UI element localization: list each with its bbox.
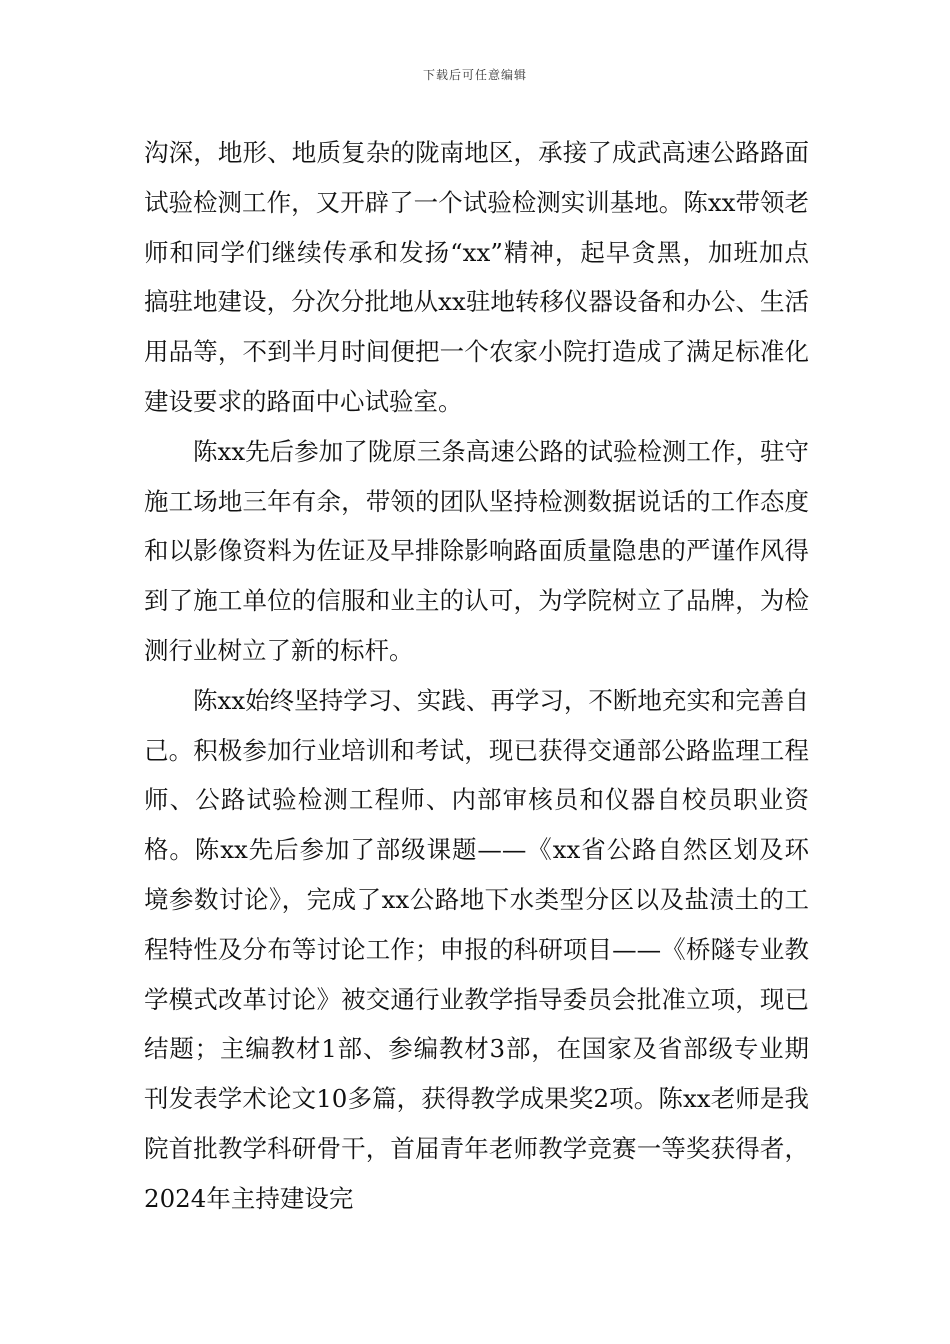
- paragraph-continuation: 沟深，地形、地质复杂的陇南地区，承接了成武高速公路路面试验检测工作，又开辟了一个试验检测实训基地。陈xx带领老师和同学们继续传承和发扬“xx”精神，起早贪黑，加班加点搞驻地建设，分次分批地从xx驻地转移仪器设备和办公、生活用品等，不到半月时间便把一个农家小院打造成了满足标准化建设要求的路面中心试验室。: [144, 138, 809, 416]
- page-header: 下载后可任意编辑: [422, 68, 527, 82]
- paragraph: 陈xx始终坚持学习、实践、再学习，不断地充实和完善自己。积极参加行业培训和考试，现已获得交通部公路监理工程师、公路试验检测工程师、内部审核员和仪器自校员职业资格。陈xx先后参加了部级课题——《xx省公路自然区划及环境参数讨论》，完成了xx公路地下水类型分区以及盐渍土的工程特性及分布等讨论工作；申报的科研项目——《桥隧专业教学模式改革讨论》被交通行业教学指导委员会批准立项，现已结题；主编教材1部、参编教材3部，在国家及省部级专业期刊发表学术论文10多篇，获得教学成果奖2项。陈xx老师是我院首批教学科研骨干，首届青年老师教学竞赛一等奖获得者，2024年主持建设完: [144, 685, 809, 1213]
- document-body: [144, 128, 809, 1224]
- paragraph: 陈xx先后参加了陇原三条高速公路的试验检测工作，驻守施工场地三年有余，带领的团队坚持检测数据说话的工作态度和以影像资料为佐证及早排除影响路面质量隐患的严谨作风得到了施工单位的信服和业主的认可，为学院树立了品牌，为检测行业树立了新的标杆。: [144, 436, 809, 665]
